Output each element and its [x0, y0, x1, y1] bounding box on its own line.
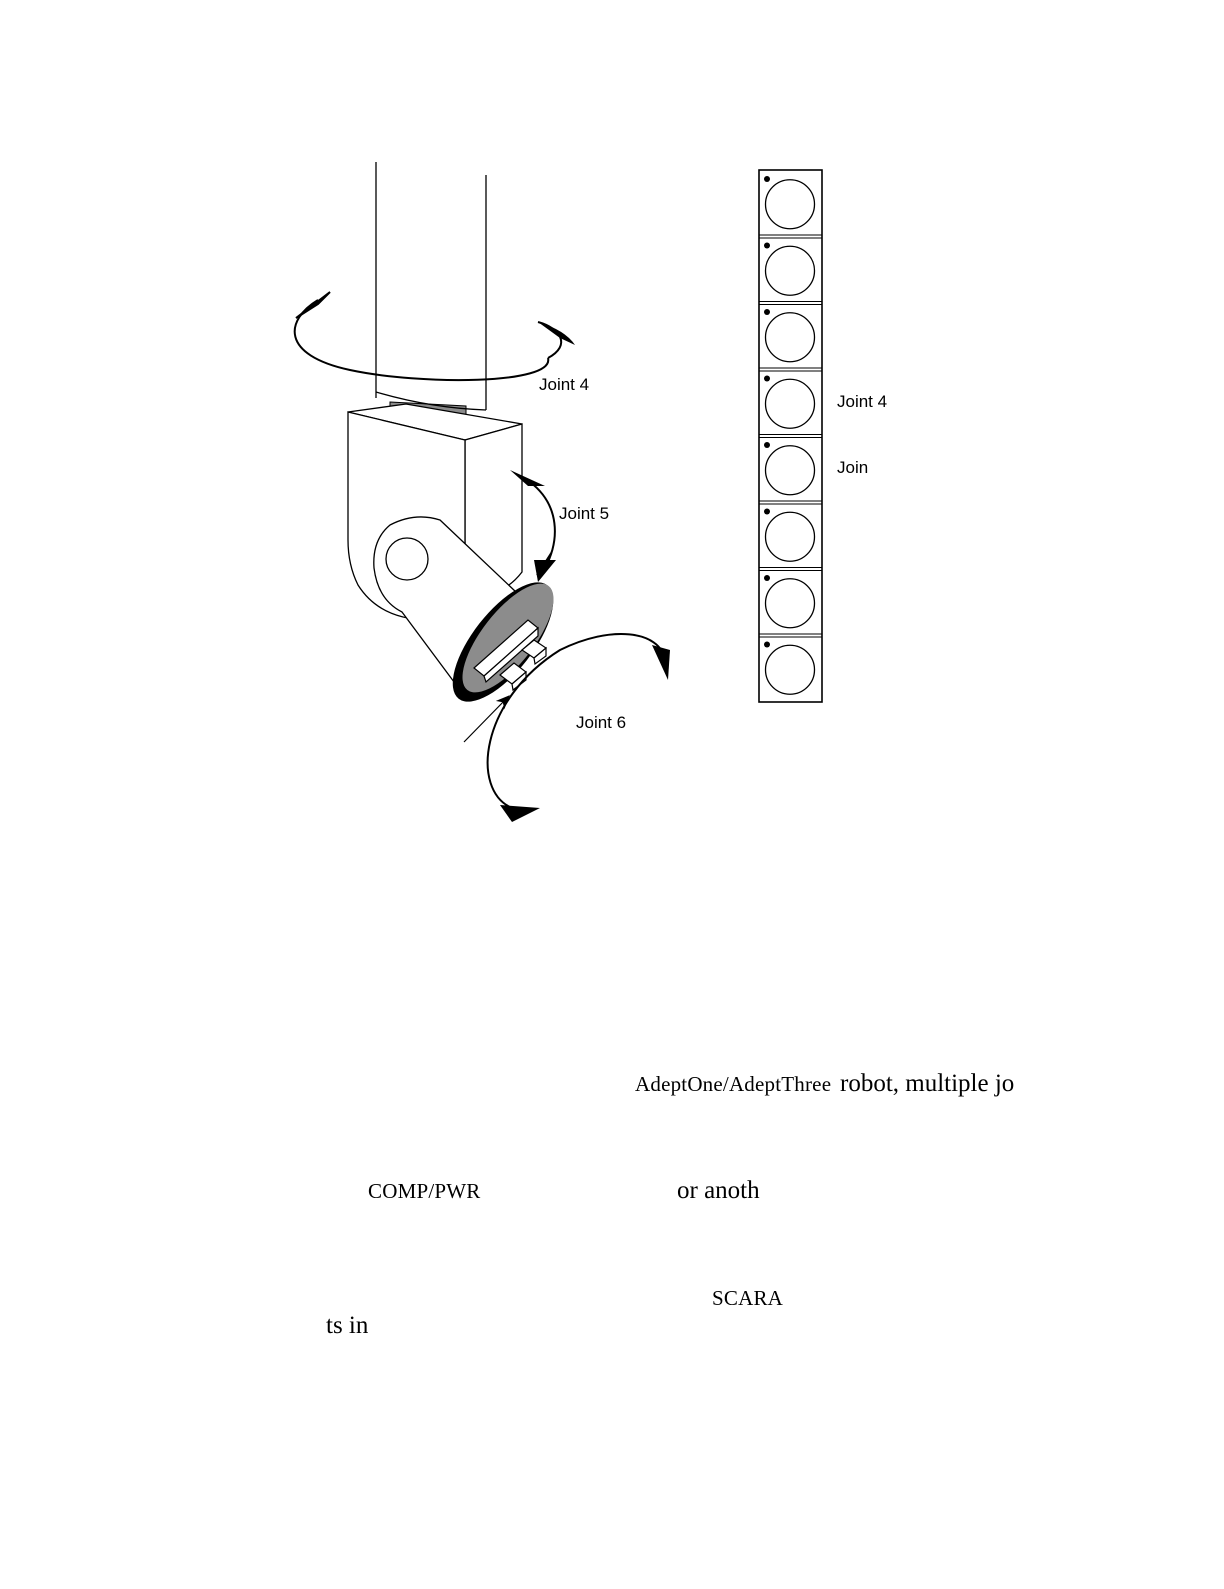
joint5-label: Joint 5 [559, 504, 610, 523]
slot-dot [764, 575, 770, 581]
panel-label-joint4: Joint 4 [837, 392, 888, 411]
slot-dot [764, 442, 770, 448]
slot-dot [764, 376, 770, 382]
panel-slot [764, 176, 815, 229]
slot-dot [764, 176, 770, 182]
panel-slot [759, 501, 822, 561]
slot-dot [764, 309, 770, 315]
slot-dot [764, 642, 770, 648]
panel-slot [759, 568, 822, 628]
joint4-rotation-arrow [295, 292, 575, 380]
slot-indicator-circle [766, 313, 815, 362]
panel-label-join: Join [837, 458, 869, 477]
slot-indicator-circle [766, 180, 815, 229]
slot-indicator-circle [766, 645, 815, 694]
panel-slot [759, 368, 822, 428]
panel-slot [759, 235, 822, 295]
slot-indicator-circle [766, 246, 815, 295]
text-line1-model: AdeptOne/AdeptThree [635, 1072, 832, 1096]
joint6-label: Joint 6 [576, 713, 627, 732]
panel-slot [759, 634, 822, 694]
slot-dot [764, 243, 770, 249]
flange-pointer-arrow [464, 698, 507, 742]
panel-slot [759, 302, 822, 362]
text-line2-rest: or anoth [677, 1177, 760, 1204]
joint4-label: Joint 4 [539, 375, 590, 394]
slot-dot [764, 509, 770, 515]
text-line4: ts in [326, 1312, 369, 1339]
slot-indicator-circle [766, 379, 815, 428]
text-line1-rest: robot, multiple jo [840, 1070, 1015, 1097]
text-line3-scara: SCARA [712, 1286, 784, 1310]
indicator-panel [759, 170, 822, 702]
slot-indicator-circle [766, 446, 815, 495]
text-line2-module: COMP/PWR [368, 1179, 481, 1203]
slot-indicator-circle [766, 512, 815, 561]
slot-indicator-circle [766, 579, 815, 628]
arm-column [376, 162, 486, 410]
panel-slot [759, 435, 822, 495]
